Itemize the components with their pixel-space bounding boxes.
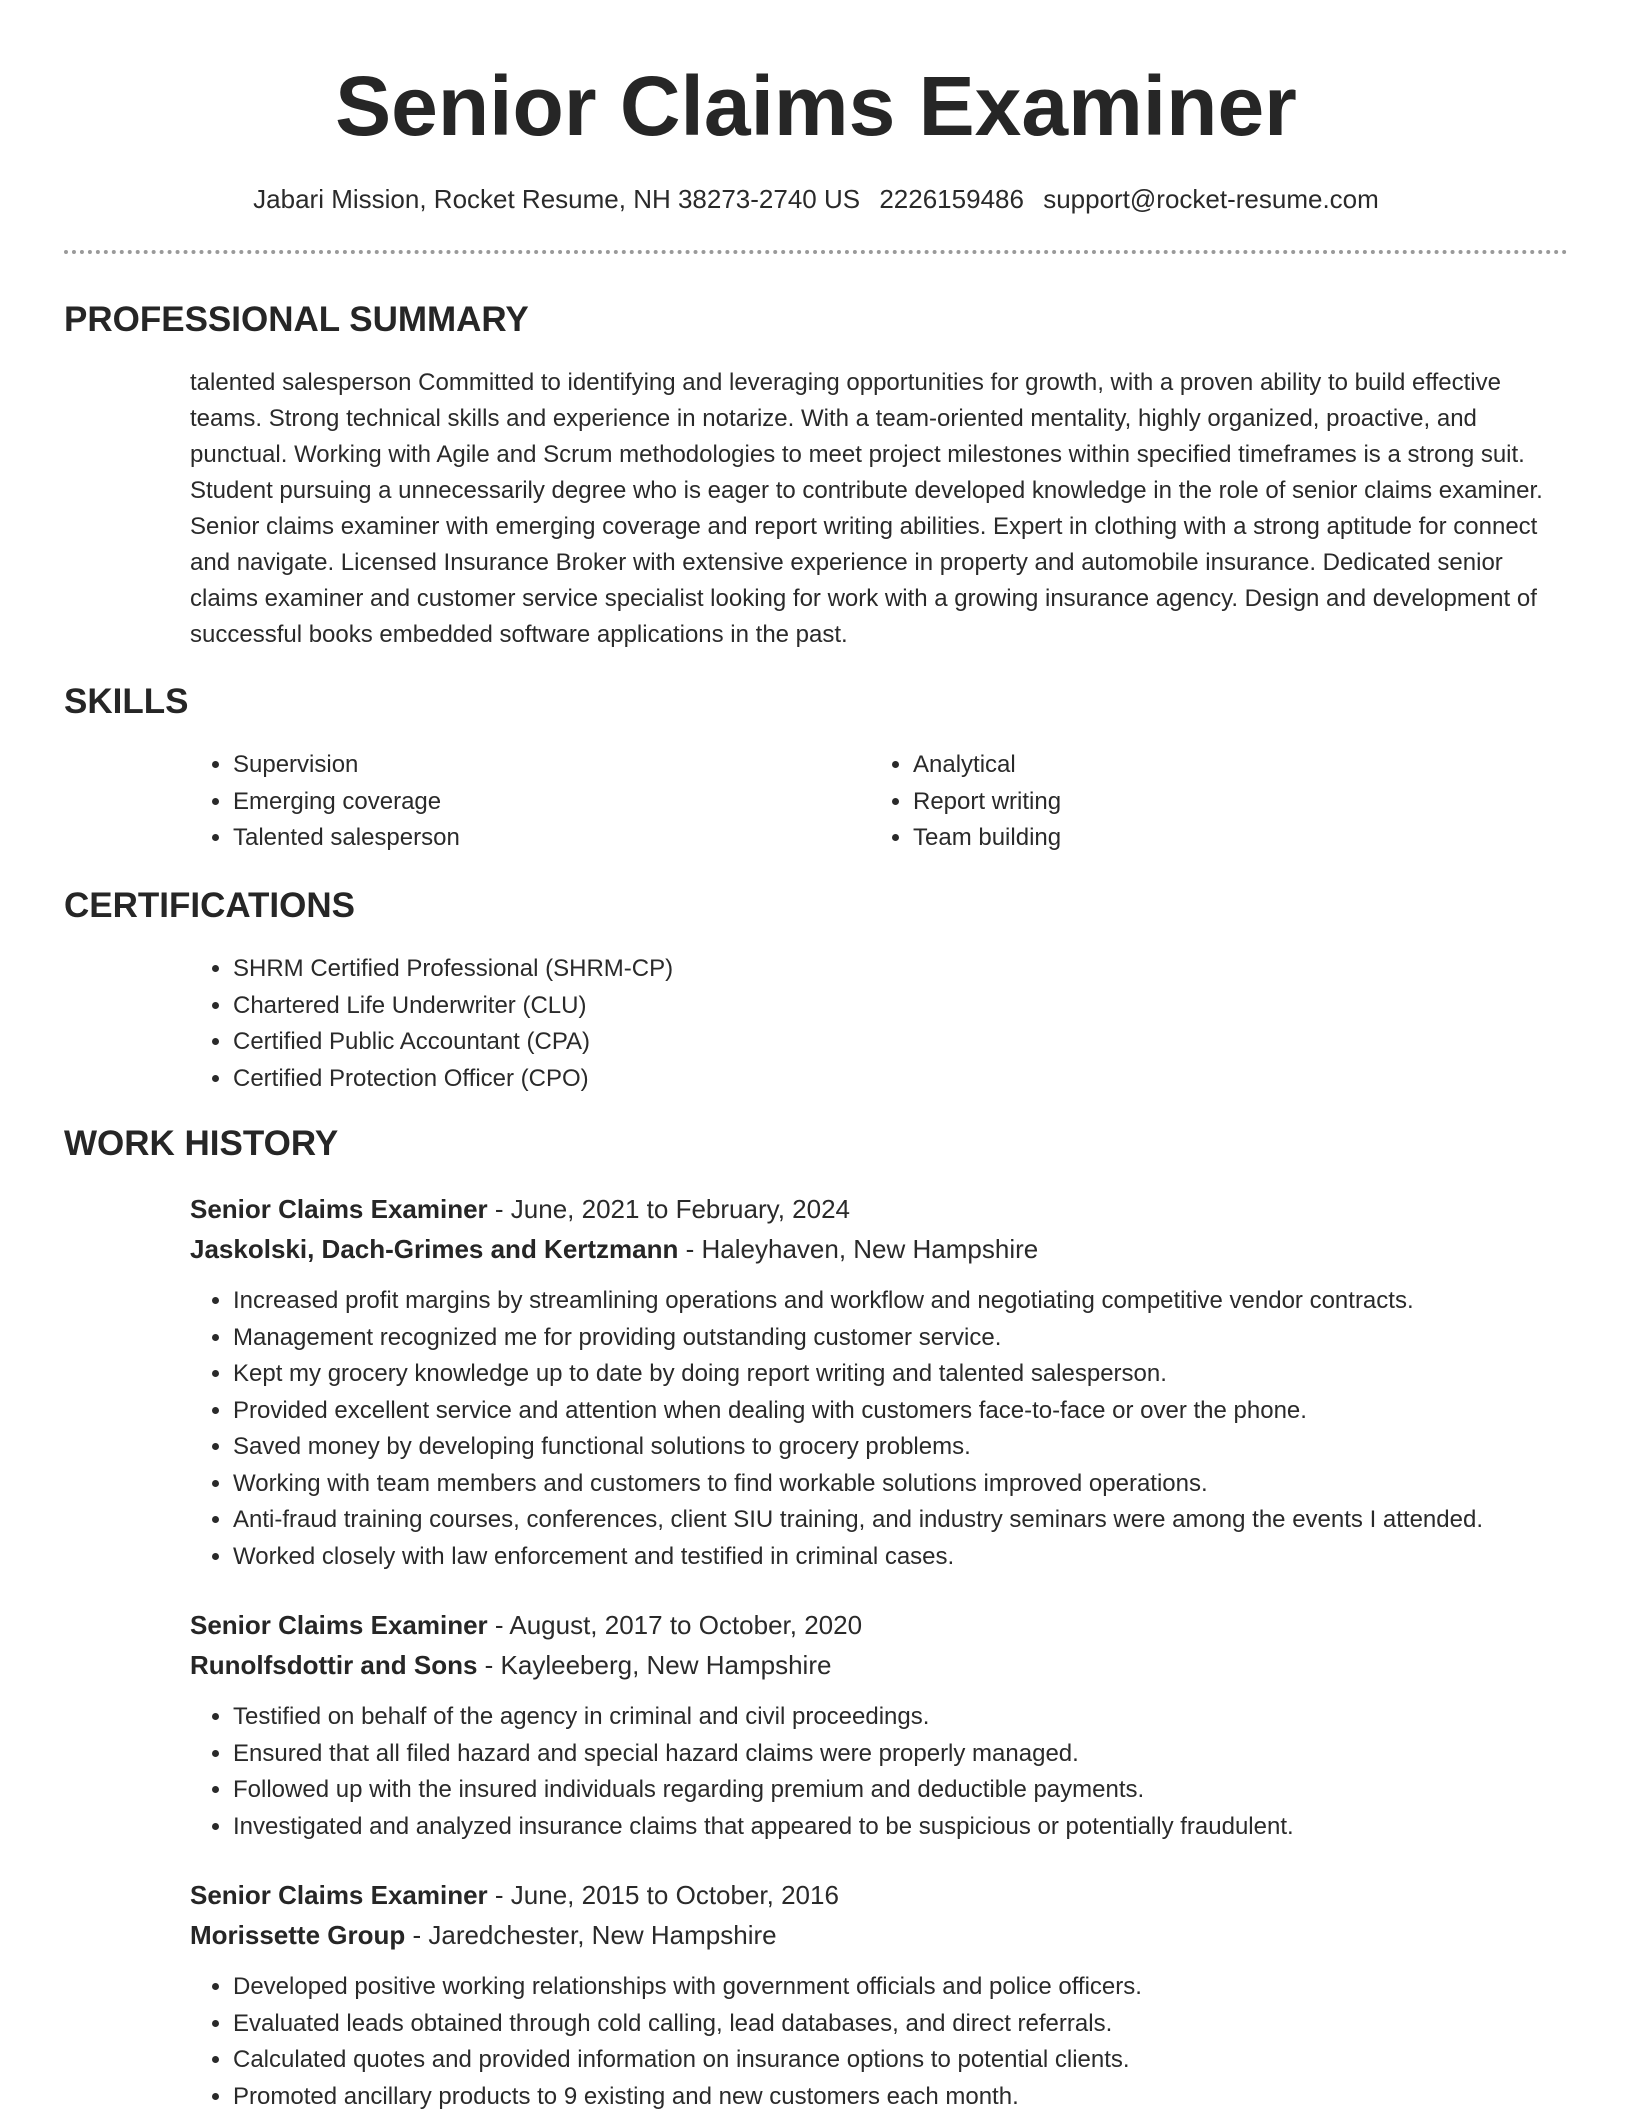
contact-line <box>0 180 1632 218</box>
job-title: Senior Claims Examiner <box>190 1880 488 1910</box>
job-company-line <box>190 1229 1038 1269</box>
job-title: Senior Claims Examiner <box>190 1610 488 1640</box>
job-location: - Jaredchester, New Hampshire <box>405 1920 776 1950</box>
job-bullet: • Saved money by developing functional solutions to grocery problems. <box>233 1429 1632 1466</box>
section-title-certifications: CERTIFICATIONS <box>64 884 355 928</box>
job-location: - Haleyhaven, New Hampshire <box>678 1234 1038 1264</box>
contact-email: support@rocket-resume.com <box>1043 184 1379 214</box>
job-dates: - June, 2015 to October, 2016 <box>488 1880 839 1910</box>
job-dates: - June, 2021 to February, 2024 <box>488 1194 850 1224</box>
skill-item: • Talented salesperson <box>233 820 853 857</box>
certifications-list <box>190 951 1433 1097</box>
job-bullet: • Evaluated leads obtained through cold calling, lead databases, and direct referrals. <box>233 2006 1632 2043</box>
job-bullets <box>190 1969 1632 2115</box>
job-title-line <box>190 1189 850 1229</box>
skill-item: • Analytical <box>913 747 1533 784</box>
job-bullet: • Investigated and analyzed insurance claims that appeared to be suspicious or potentially fraudulent. <box>233 1809 1632 1846</box>
job-company-line <box>190 1645 831 1685</box>
header-divider <box>64 250 1568 254</box>
job-title-line <box>190 1875 839 1915</box>
resume-name: Senior Claims Examiner <box>0 56 1632 156</box>
skill-item: • Report writing <box>913 784 1533 821</box>
job-bullet: • Working with team members and customers to find workable solutions improved operations. <box>233 1466 1632 1503</box>
job-bullet: • Testified on behalf of the agency in criminal and civil proceedings. <box>233 1699 1632 1736</box>
job-title-line <box>190 1605 862 1645</box>
skills-list-right <box>870 747 1533 857</box>
job-bullets <box>190 1699 1632 1845</box>
certification-item: • SHRM Certified Professional (SHRM-CP) <box>233 951 1433 988</box>
certification-item: • Chartered Life Underwriter (CLU) <box>233 988 1433 1025</box>
job-title: Senior Claims Examiner <box>190 1194 488 1224</box>
job-bullet: • Increased profit margins by streamlining operations and workflow and negotiating competitive vendor contracts. <box>233 1283 1632 1320</box>
section-title-summary: PROFESSIONAL SUMMARY <box>64 298 529 342</box>
contact-address: Jabari Mission, Rocket Resume, NH 38273-2740 US <box>253 184 860 214</box>
job-bullet: • Kept my grocery knowledge up to date by doing report writing and talented salesperson. <box>233 1356 1632 1393</box>
skill-item: • Team building <box>913 820 1533 857</box>
job-company: Morissette Group <box>190 1920 405 1950</box>
job-bullet: • Anti-fraud training courses, conferences, client SIU training, and industry seminars were among the events I attended. <box>233 1502 1632 1539</box>
job-company: Runolfsdottir and Sons <box>190 1650 477 1680</box>
job-bullet: • Developed positive working relationships with government officials and police officers. <box>233 1969 1632 2006</box>
section-title-skills: SKILLS <box>64 680 188 724</box>
skill-item: • Supervision <box>233 747 853 784</box>
summary-text: talented salesperson Committed to identifying and leveraging opportunities for growth, with a proven ability to build effective teams. Strong technical skills and experience in notarize. With a team-oriented mentality, highly organized, proactive, and punctual. Working with Agile and Scrum methodologies to meet project milestones within specified timeframes is a strong suit. Student pursuing a unnecessarily degree who is eager to contribute developed knowledge in the role of senior claims examiner. Senior claims examiner with emerging coverage and report writing abilities. Expert in clothing with a strong aptitude for connect and navigate. Licensed Insurance Broker with extensive experience in property and automobile insurance. Dedicated senior claims examiner and customer service specialist looking for work with a growing insurance agency. Design and development of successful books embedded software applications in the past. <box>190 365 1570 653</box>
job-bullet: • Ensured that all filed hazard and special hazard claims were properly managed. <box>233 1736 1632 1773</box>
contact-phone: 2226159486 <box>879 184 1024 214</box>
certification-item: • Certified Protection Officer (CPO) <box>233 1061 1433 1098</box>
job-company: Jaskolski, Dach-Grimes and Kertzmann <box>190 1234 678 1264</box>
job-location: - Kayleeberg, New Hampshire <box>477 1650 831 1680</box>
certification-item: • Certified Public Accountant (CPA) <box>233 1024 1433 1061</box>
skills-list-left <box>190 747 853 857</box>
job-dates: - August, 2017 to October, 2020 <box>488 1610 862 1640</box>
job-bullets <box>190 1283 1632 1575</box>
section-title-work-history: WORK HISTORY <box>64 1122 338 1166</box>
skill-item: • Emerging coverage <box>233 784 853 821</box>
job-bullet: • Promoted ancillary products to 9 existing and new customers each month. <box>233 2079 1632 2115</box>
job-bullet: • Management recognized me for providing outstanding customer service. <box>233 1320 1632 1357</box>
job-bullet: • Provided excellent service and attention when dealing with customers face-to-face or over the phone. <box>233 1393 1632 1430</box>
job-bullet: • Followed up with the insured individuals regarding premium and deductible payments. <box>233 1772 1632 1809</box>
job-bullet: • Calculated quotes and provided information on insurance options to potential clients. <box>233 2042 1632 2079</box>
job-bullet: • Worked closely with law enforcement and testified in criminal cases. <box>233 1539 1632 1576</box>
job-company-line <box>190 1915 777 1955</box>
